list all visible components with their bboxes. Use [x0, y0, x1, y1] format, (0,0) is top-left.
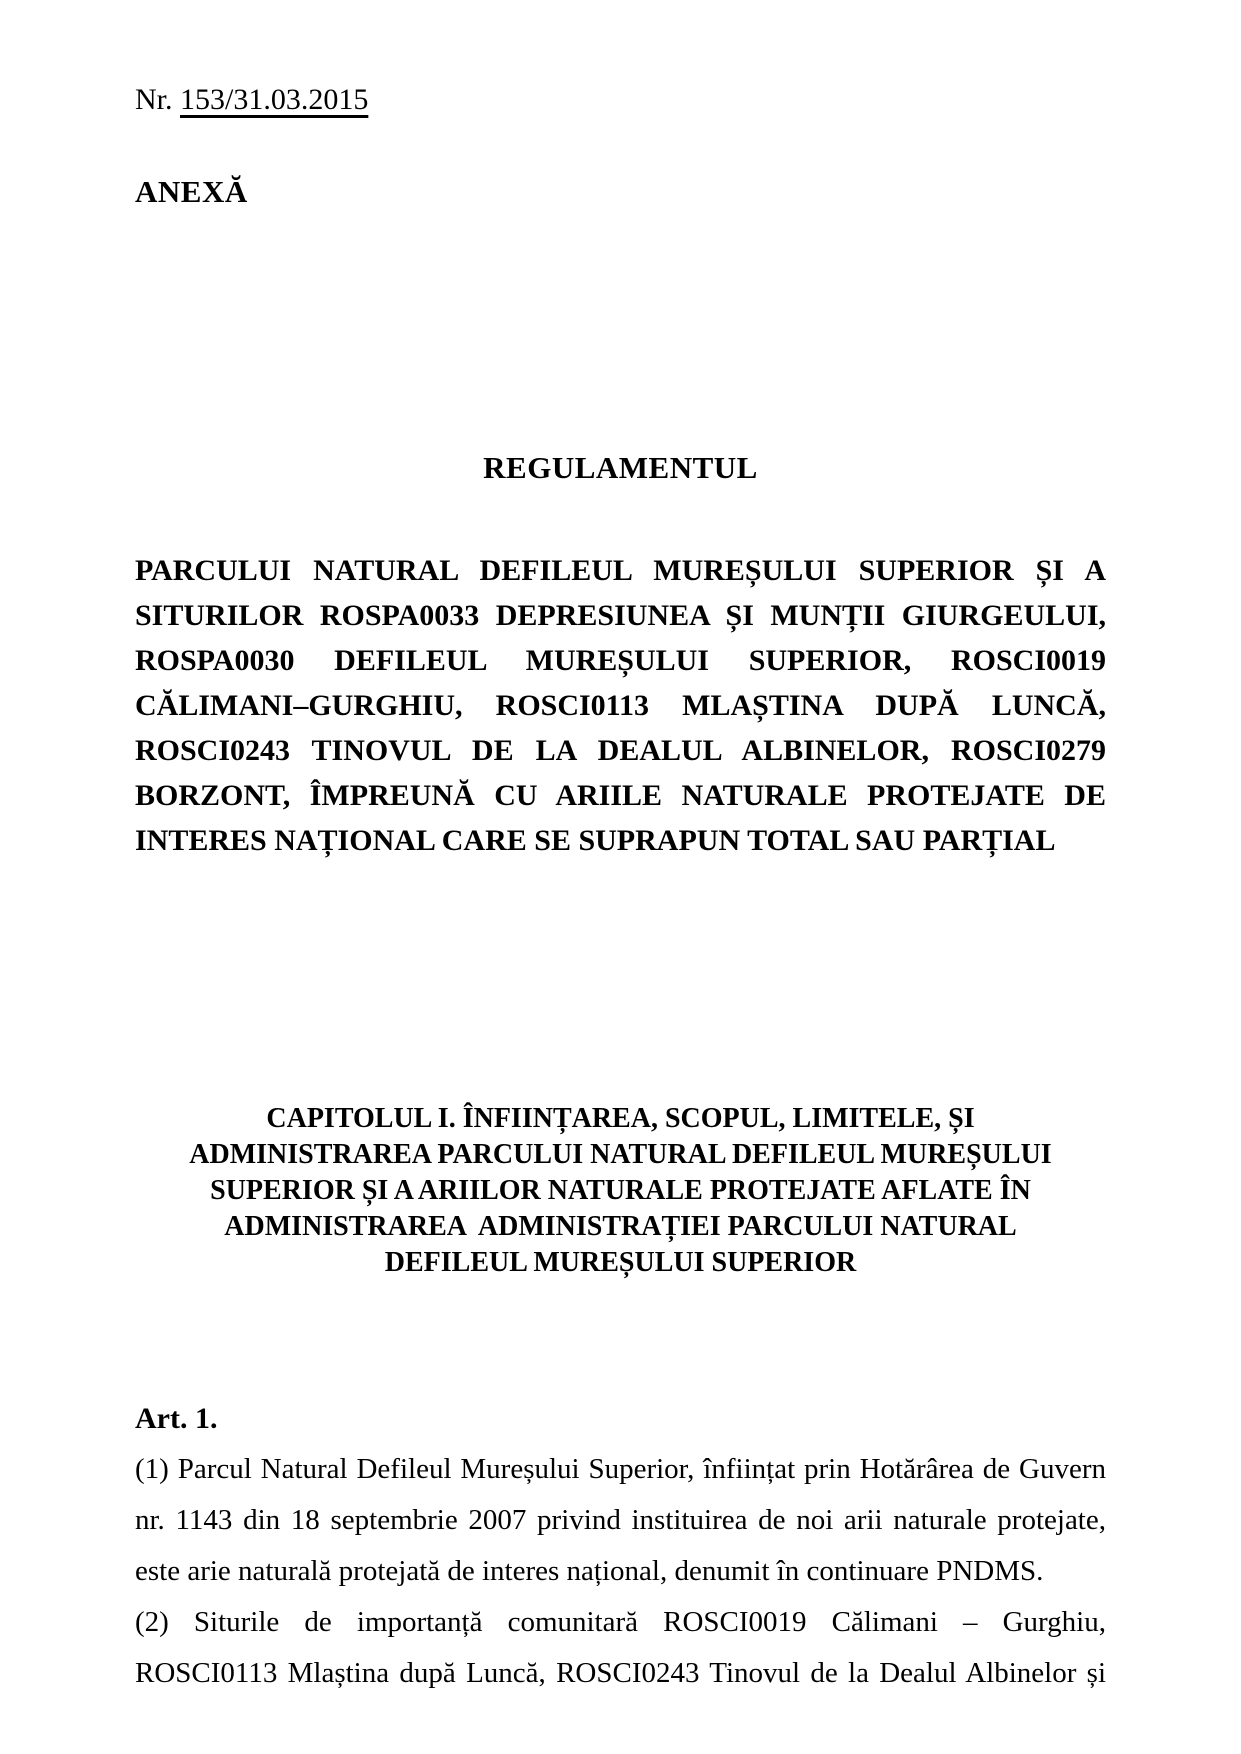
document-number-value: 153/31.03.2015	[180, 83, 369, 116]
title-paragraph-line: SITURILOR ROSPA0033 DEPRESIUNEA ȘI MUNȚII GIURGEULUI,	[135, 599, 1106, 632]
paragraph-line: nr. 1143 din 18 septembrie 2007 privind instituirea de noi arii naturale protejate,	[135, 1504, 1106, 1536]
article-1-paragraph-1	[135, 1444, 1106, 1597]
title-paragraph-line: ROSPA0030 DEFILEUL MUREȘULUI SUPERIOR, ROSCI0019	[135, 644, 1106, 677]
chapter-1-heading	[135, 1101, 1106, 1281]
title-paragraph	[135, 548, 1106, 863]
title-paragraph-line: INTERES NAȚIONAL CARE SE SUPRAPUN TOTAL SAU PARȚIAL	[135, 824, 1056, 857]
paragraph-line: este arie naturală protejată de interes național, denumit în continuare PNDMS.	[135, 1555, 1044, 1587]
document-number-line	[135, 83, 1106, 117]
article-1-label: Art. 1.	[135, 1402, 218, 1435]
chapter-heading-line: CAPITOLUL I. ÎNFIINȚAREA, SCOPUL, LIMITELE, ȘI	[266, 1103, 975, 1134]
chapter-heading-line: DEFILEUL MUREȘULUI SUPERIOR	[384, 1247, 857, 1278]
chapter-heading-line: ADMINISTRAREA PARCULUI NATURAL DEFILEUL MUREȘULUI	[189, 1139, 1052, 1170]
paragraph-line: (1) Parcul Natural Defileul Mureșului Superior, înființat prin Hotărârea de Guvern	[135, 1453, 1106, 1485]
paragraph-line: (2) Siturile de importanță comunitară ROSCI0019 Călimani – Gurghiu,	[135, 1606, 1106, 1638]
title-paragraph-line: PARCULUI NATURAL DEFILEUL MUREȘULUI SUPERIOR ȘI A	[135, 554, 1106, 587]
title-paragraph-line: BORZONT, ÎMPREUNĂ CU ARIILE NATURALE PROTEJATE DE	[135, 779, 1106, 812]
chapter-heading-line: SUPERIOR ȘI A ARIILOR NATURALE PROTEJATE AFLATE ÎN	[210, 1175, 1031, 1206]
document-number-label: Nr.	[135, 83, 173, 116]
article-1-paragraph-2	[135, 1597, 1106, 1699]
paragraph-line: ROSCI0113 Mlaștina după Luncă, ROSCI0243 Tinovul de la Dealul Albinelor și	[135, 1657, 1106, 1689]
chapter-heading-line: ADMINISTRAREA ADMINISTRAȚIEI PARCULUI NATURAL	[224, 1211, 1017, 1242]
annex-label: ANEXĂ	[135, 174, 248, 209]
title-paragraph-line: ROSCI0243 TINOVUL DE LA DEALUL ALBINELOR, ROSCI0279	[135, 734, 1106, 767]
title-paragraph-line: CĂLIMANI–GURGHIU, ROSCI0113 MLAȘTINA DUPĂ LUNCĂ,	[135, 689, 1106, 722]
document-title: REGULAMENTUL	[483, 450, 758, 485]
